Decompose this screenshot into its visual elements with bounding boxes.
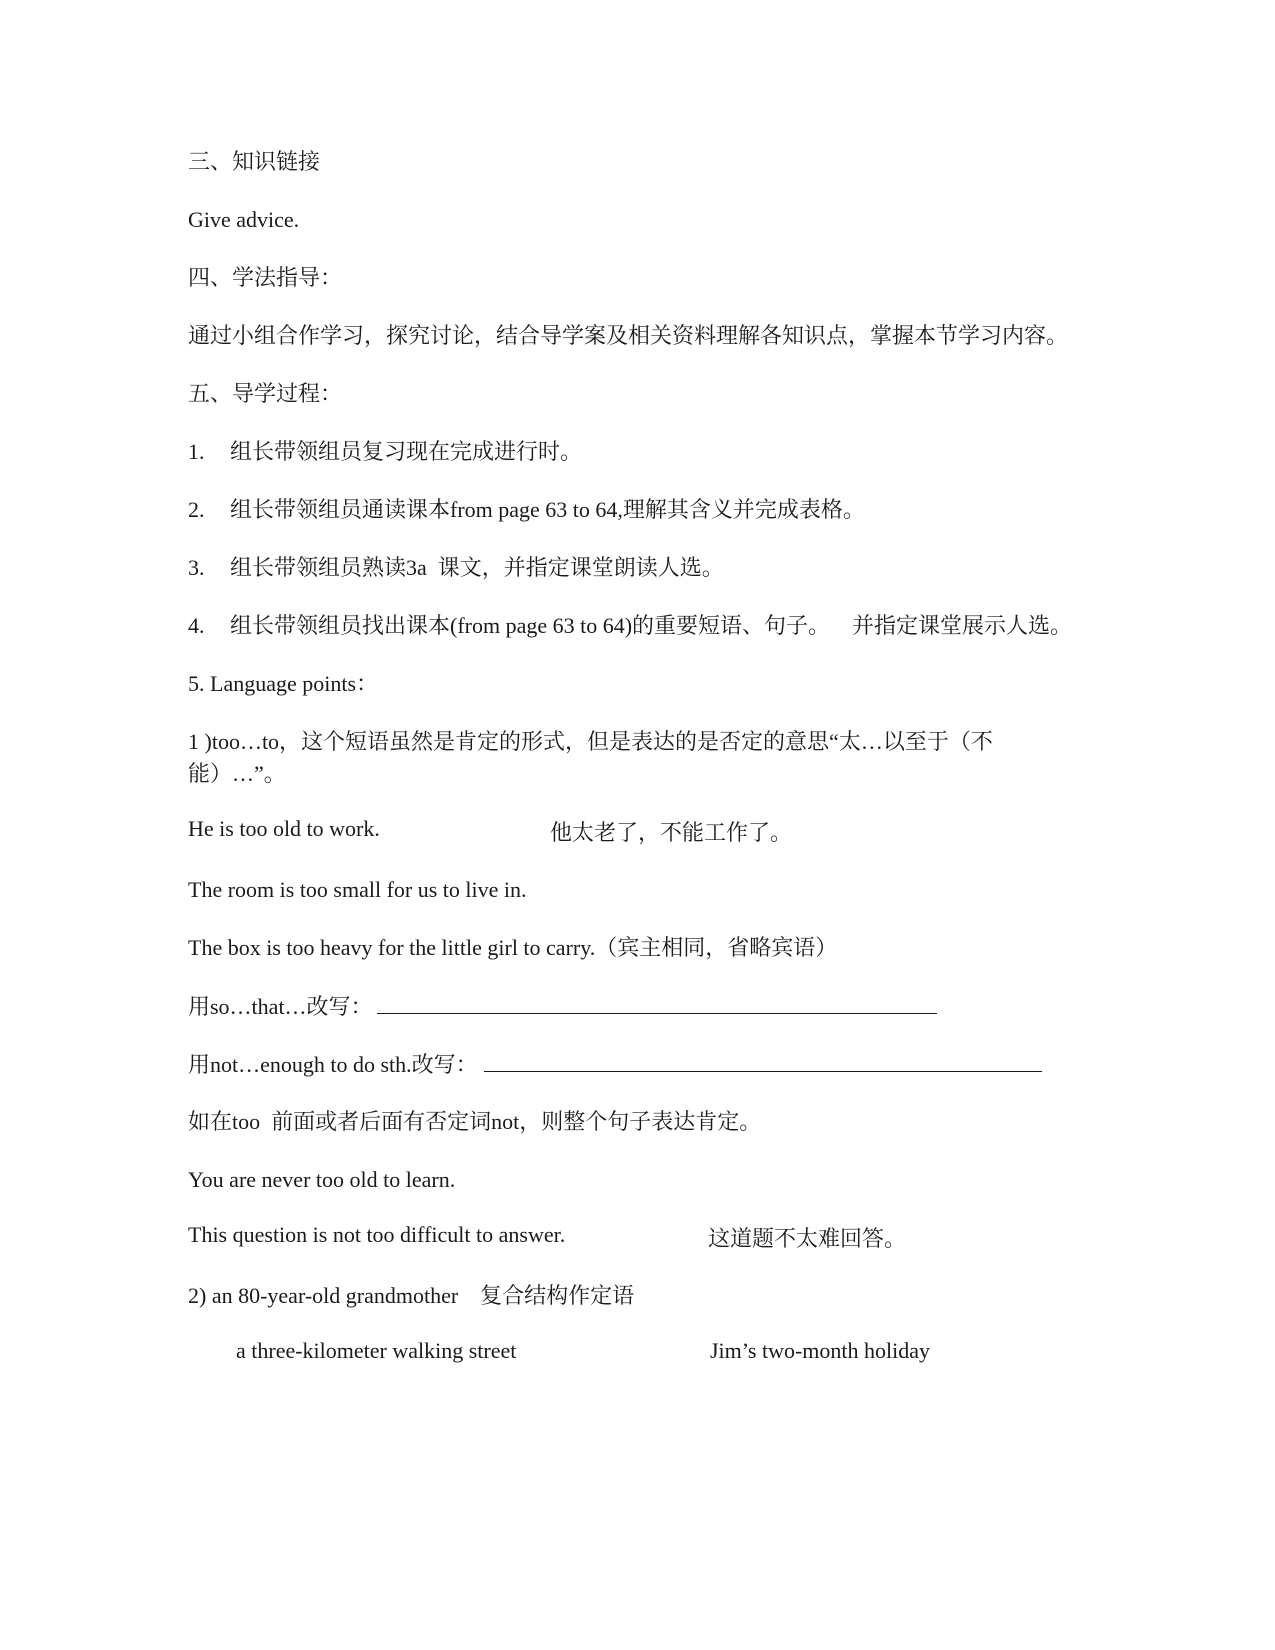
example-7: Jim’s two-month holiday [710, 1338, 930, 1363]
step-4 [188, 610, 1088, 642]
example-5-english: This question is not too difficult to answer. [188, 1222, 566, 1247]
document-page [188, 146, 1088, 1370]
step-text: 组长带领组员复习现在完成进行时。 [230, 439, 583, 464]
section-3-body: Give advice. [188, 207, 300, 232]
step-1 [188, 436, 1088, 468]
example-2: The room is too small for us to live in. [188, 877, 527, 902]
example-6: a three-kilometer walking street [236, 1338, 517, 1363]
step-text: 组长带领组员通读课本from page 63 to 64,理解其含义并完成表格。 [230, 497, 865, 522]
section-5-heading: 五、导学过程： [188, 381, 343, 406]
language-points-heading: 5. Language points： [188, 671, 379, 696]
step-text: 组长带领组员找出课本(from page 63 to 64)的重要短语、句子。 并指定课堂展示人选。 [230, 613, 1073, 638]
step-number: 2. [188, 497, 205, 522]
step-number: 3. [188, 555, 205, 580]
rewrite-so-that-blank[interactable] [377, 991, 937, 1014]
example-3: The box is too heavy for the little girl to carry.（宾主相同，省略宾语） [188, 935, 838, 960]
language-point-2: 2) an 80-year-old grandmother 复合结构作定语 [188, 1283, 635, 1308]
section-4-body: 通过小组合作学习，探究讨论，结合导学案及相关资料理解各知识点，掌握本节学习内容。 [188, 323, 1069, 348]
rewrite-not-enough-label: 用not…enough to do sth.改写： [188, 1052, 478, 1077]
example-1 [188, 816, 1088, 848]
rewrite-not-enough [188, 1048, 1088, 1080]
section-3-heading: 三、知识链接 [188, 149, 321, 174]
step-number: 4. [188, 613, 205, 638]
rewrite-so-that-label: 用so…that…改写： [188, 994, 373, 1019]
example-1-chinese: 他太老了，不能工作了。 [550, 820, 793, 845]
rewrite-so-that [188, 990, 1088, 1022]
step-number: 1. [188, 439, 205, 464]
negation-note: 如在too 前面或者后面有否定词not，则整个句子表达肯定。 [188, 1109, 762, 1134]
rewrite-not-enough-blank[interactable] [484, 1049, 1042, 1072]
step-3 [188, 552, 1088, 584]
example-5-chinese: 这道题不太难回答。 [708, 1226, 907, 1251]
step-2 [188, 494, 1088, 526]
example-6-7 [188, 1338, 1088, 1370]
step-text: 组长带领组员熟读3a 课文，并指定课堂朗读人选。 [230, 555, 724, 580]
example-4: You are never too old to learn. [188, 1167, 456, 1192]
example-5 [188, 1222, 1088, 1254]
example-1-english: He is too old to work. [188, 816, 380, 841]
language-point-1: 1 )too…to，这个短语虽然是肯定的形式，但是表达的是否定的意思“太…以至于（不能）…”。 [188, 729, 993, 786]
section-4-heading: 四、学法指导： [188, 265, 343, 290]
